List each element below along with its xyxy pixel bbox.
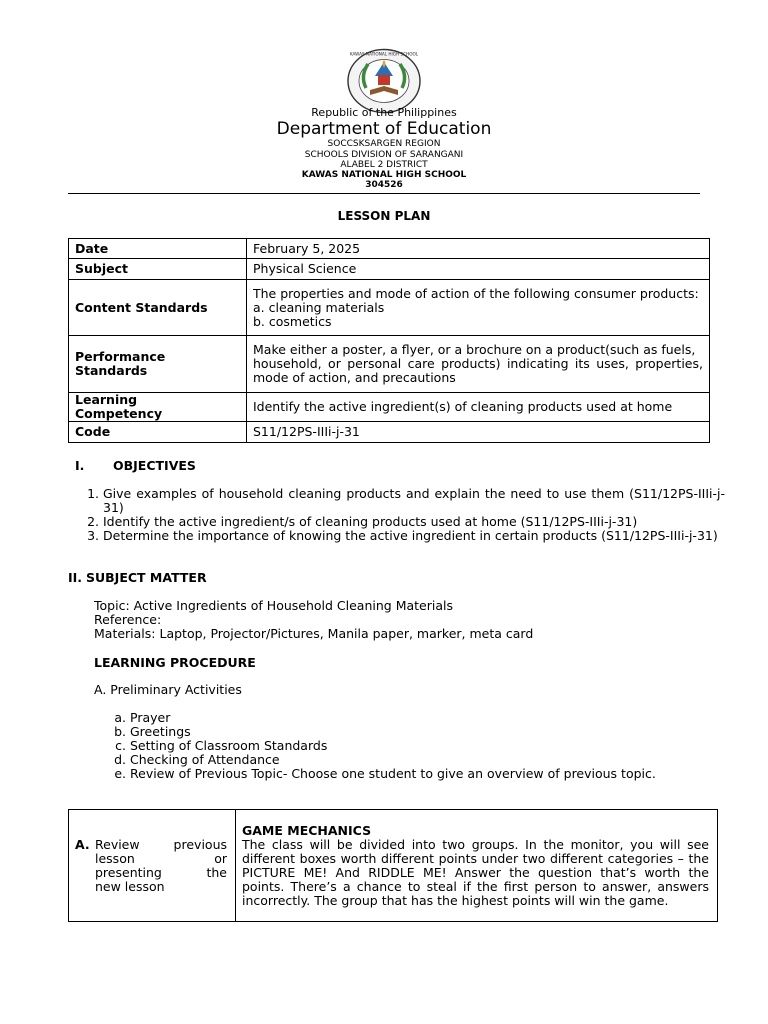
code-value: S11/12PS-IIIi-j-31 — [247, 422, 710, 443]
list-item: 1. Give examples of household cleaning products and explain the need to use them (S11/12PS-IIIi-j-31) — [103, 487, 725, 515]
game-mechanics-table — [68, 809, 718, 922]
department-title: Department of Education — [276, 119, 492, 139]
preliminary-activities: A. Preliminary Activities — [94, 682, 242, 697]
table-row — [69, 280, 710, 336]
review-line: Review previous — [95, 837, 227, 852]
list-item: 2. Identify the active ingredient/s of cleaning products used at home (S11/12PS-IIIi-j-31) — [103, 515, 725, 529]
table-row — [69, 259, 710, 280]
table-row — [69, 422, 710, 443]
republic-line: Republic of the Philippines — [311, 106, 457, 119]
content-standards-value — [247, 280, 710, 336]
subject-matter-heading: SUBJECT MATTER — [86, 570, 207, 585]
review-line: presenting the — [95, 865, 227, 880]
subject-value: Physical Science — [247, 259, 710, 280]
reference-line: Reference: — [94, 612, 162, 627]
materials-line: Materials: Laptop, Projector/Pictures, Manila paper, marker, meta card — [94, 626, 534, 641]
header-divider — [68, 193, 700, 194]
subject-matter-numeral: II. — [68, 570, 83, 585]
list-item: b. Greetings — [130, 725, 730, 739]
competency-label-line: Competency — [75, 406, 163, 421]
table-row — [69, 393, 710, 422]
review-cell — [69, 810, 236, 922]
code-label: Code — [69, 422, 247, 443]
performance-standards-value — [247, 336, 710, 393]
learning-competency-value: Identify the active ingredient(s) of cleaning products used at home — [247, 393, 710, 422]
seal-text: KAWAS NATIONAL HIGH SCHOOL — [349, 51, 419, 57]
competency-label-line: Learning — [75, 392, 138, 407]
topic-line: Topic: Active Ingredients of Household Cleaning Materials — [94, 598, 453, 613]
learning-procedure-heading: LEARNING PROCEDURE — [94, 655, 256, 670]
preliminary-activities-list — [100, 711, 730, 781]
game-mechanics-cell — [236, 810, 718, 922]
list-item: d. Checking of Attendance — [130, 753, 730, 767]
performance-label-line: Performance — [75, 349, 166, 364]
division-line: SCHOOLS DIVISION OF SARANGANI — [304, 150, 464, 160]
subject-label: Subject — [69, 259, 247, 280]
table-row — [69, 810, 718, 922]
review-line: lesson or — [95, 851, 227, 866]
region-line: SOCCSKSARGEN REGION — [327, 139, 441, 149]
review-text — [95, 838, 227, 894]
table-row — [69, 336, 710, 393]
table-row — [69, 239, 710, 259]
content-item-a: a. cleaning materials — [253, 299, 385, 315]
objectives-heading: OBJECTIVES — [113, 458, 196, 473]
objectives-list — [78, 487, 725, 543]
game-mechanics-heading: GAME MECHANICS — [242, 823, 372, 838]
list-item: a. Prayer — [130, 711, 730, 725]
game-mechanics-body: The class will be divided into two groups. In the monitor, you will see different boxes worth different points under two different categories – the PICTURE ME! And RIDDLE ME! Answer the question that’s worth the points. There’s a chance to steal if the first person to answer, answers incorrectly. The group that has the highest points will win the game. — [242, 837, 709, 908]
school-name: KAWAS NATIONAL HIGH SCHOOL — [301, 170, 467, 180]
content-standards-text: The properties and mode of action of the following consumer products: — [253, 285, 699, 301]
objectives-numeral: I. — [75, 458, 85, 473]
list-item: c. Setting of Classroom Standards — [130, 739, 730, 753]
content-item-b: b. cosmetics — [253, 313, 332, 329]
performance-text-line2: household, or personal care products) indicating its uses, properties, mode of action, and precautions — [253, 356, 703, 385]
document-title: LESSON PLAN — [337, 209, 431, 223]
date-value: February 5, 2025 — [247, 239, 710, 259]
content-standards-label: Content Standards — [69, 280, 247, 336]
list-item: e. Review of Previous Topic- Choose one student to give an overview of previous topic. — [130, 767, 730, 781]
performance-label-line: Standards — [75, 363, 148, 378]
performance-standards-label — [69, 336, 247, 393]
date-label: Date — [69, 239, 247, 259]
school-seal-logo — [346, 48, 422, 114]
list-item: 3. Determine the importance of knowing the active ingredient in certain products (S11/12PS-IIIi-j-31) — [103, 529, 725, 543]
performance-text-line1: Make either a poster, a flyer, or a brochure on a product(such as fuels, — [253, 342, 696, 357]
school-id: 304526 — [365, 180, 403, 190]
lesson-info-table — [68, 238, 710, 443]
review-line: new lesson — [95, 879, 165, 894]
district-line: ALABEL 2 DISTRICT — [340, 160, 428, 170]
learning-competency-label — [69, 393, 247, 422]
step-label: A. — [75, 837, 90, 852]
